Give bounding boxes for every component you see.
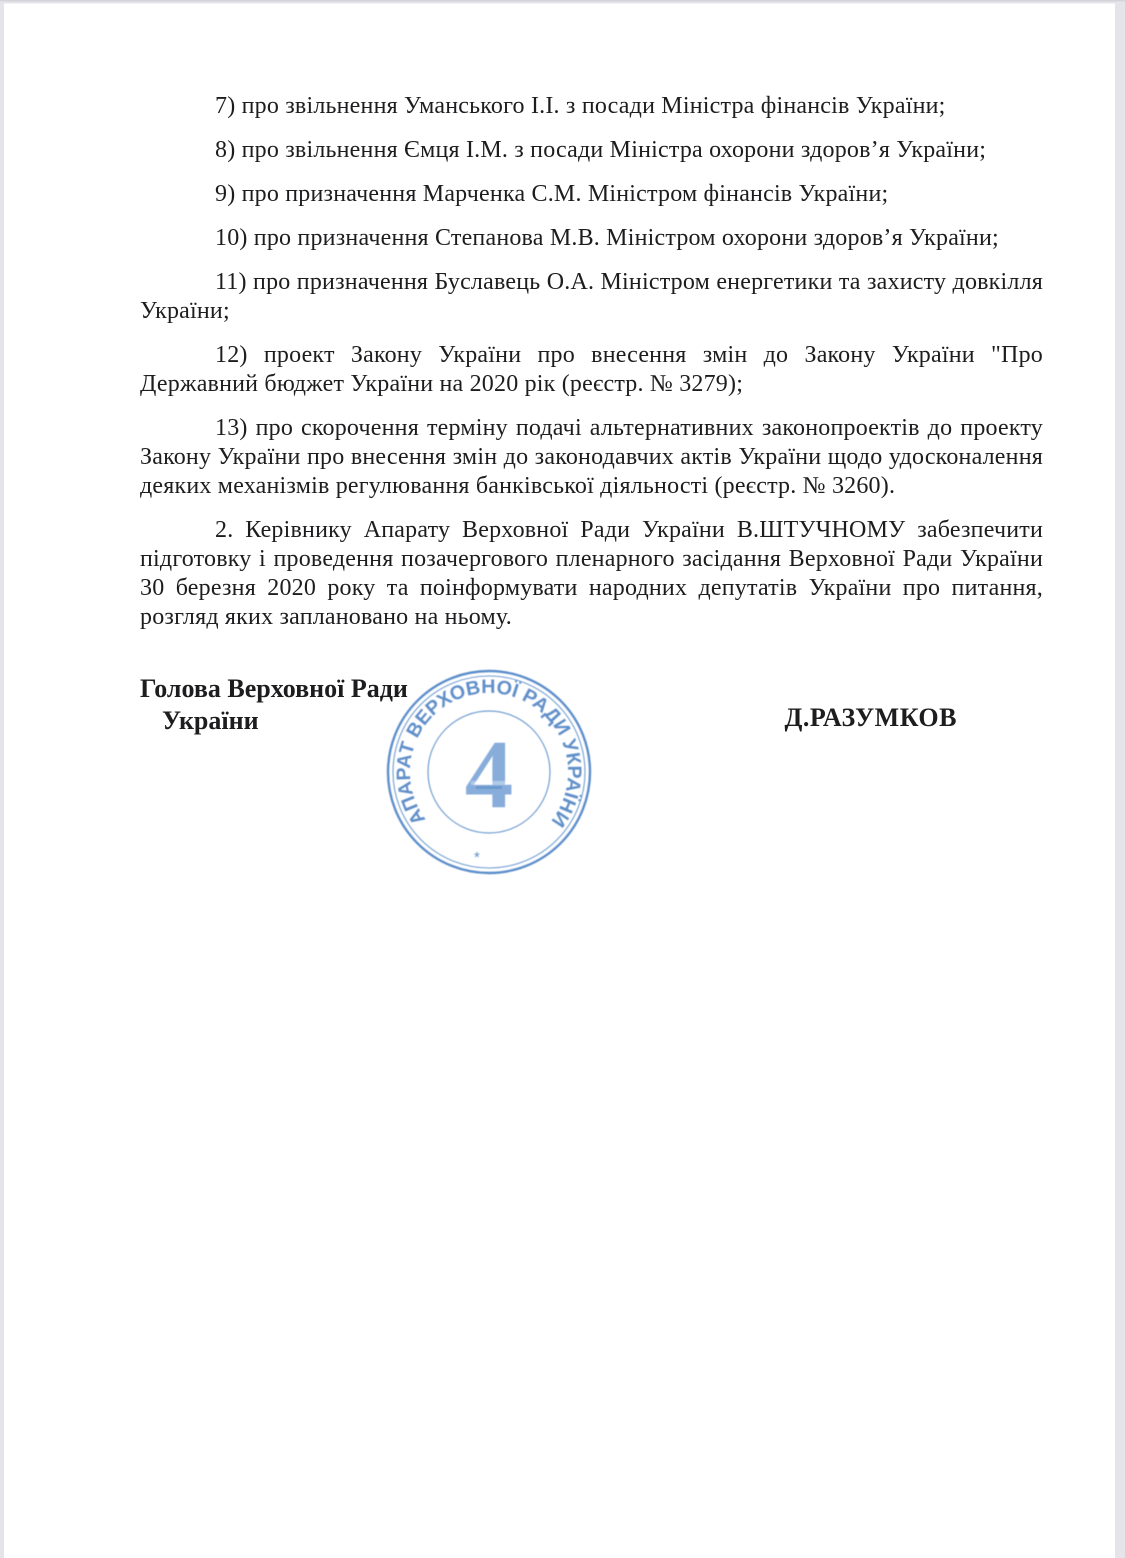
paragraph-item-7: 7) про звільнення Уманського І.І. з посади Міністра фінансів України; bbox=[215, 93, 946, 119]
signer-title-line1: Голова Верховної Ради bbox=[140, 674, 408, 703]
paragraph-item-9: 9) про призначення Марченка С.М. Міністром фінансів України; bbox=[215, 181, 889, 207]
signer-title-line2: України bbox=[162, 706, 259, 735]
signer-name: Д.РАЗУМКОВ bbox=[784, 703, 957, 732]
paragraph-item-12: 12) проект Закону України про внесення змін до Закону України "Про Державний бюджет України на 2020 рік (реєстр. № 3279); bbox=[140, 342, 1043, 397]
paragraph-item-13: 13) про скорочення терміну подачі альтернативних законопроектів до проекту Закону України про внесення змін до законодавчих актів України щодо удосконалення деяких механізмів регулювання банківської діяльності (реєстр. № 3260). bbox=[140, 415, 1043, 499]
paragraph-item-8: 8) про звільнення Ємця І.М. з посади Міністра охорони здоров’я України; bbox=[215, 137, 987, 163]
stamp-ring-text: АПАРАТ ВЕРХОВНОЇ РАДИ УКРАЇНИ bbox=[392, 675, 586, 831]
stamp-center-number: 4 bbox=[464, 721, 514, 828]
document-page bbox=[4, 3, 1115, 1558]
document-body bbox=[4, 3, 1115, 737]
paragraph-item-10: 10) про призначення Степанова М.В. Міністром охорони здоров’я України; bbox=[215, 225, 999, 251]
stamp-bottom-mark-icon: * bbox=[474, 849, 480, 866]
paragraph-resolution-2: 2. Керівнику Апарату Верховної Ради України В.ШТУЧНОМУ забезпечити підготовку і проведення позачергового пленарного засідання Верховної Ради України 30 березня 2020 року та поінформувати народних депутатів України про питання, розгляд яких заплановано на ньому. bbox=[140, 517, 1043, 630]
stamp-texture-mark bbox=[476, 786, 502, 789]
signature-block bbox=[140, 673, 1043, 737]
paragraph-item-11: 11) про призначення Буславець О.А. Міністром енергетики та захисту довкілля України; bbox=[140, 269, 1043, 324]
stamp-texture-mark bbox=[471, 781, 507, 785]
signer-title bbox=[140, 673, 408, 737]
